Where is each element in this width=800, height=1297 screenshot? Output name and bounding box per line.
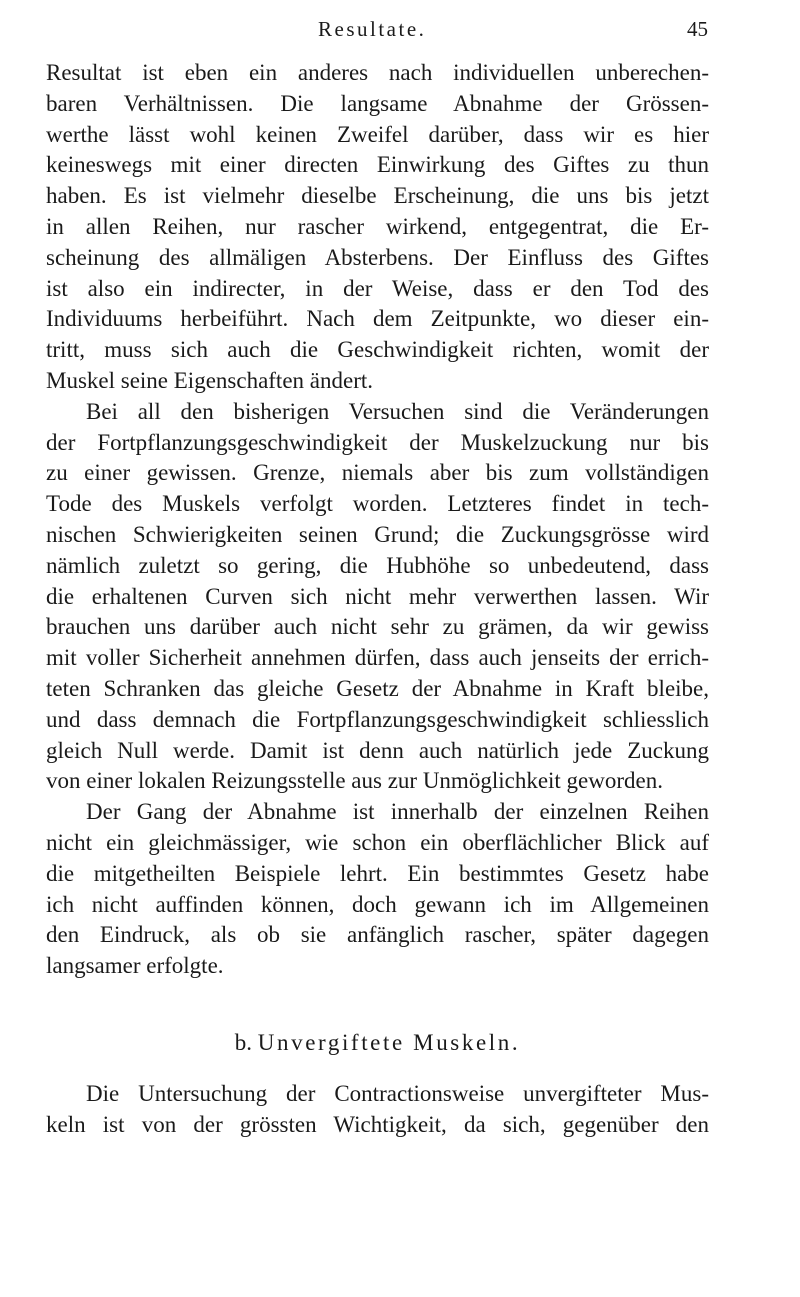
text-line: nicht ein gleichmässiger, wie schon ein oberflächlicher Blick auf <box>46 829 709 855</box>
text-line: mit voller Sicherheit annehmen dürfen, dass auch jenseits der errich- <box>46 645 709 671</box>
text-line: ist also ein indirecter, in der Weise, dass er den Tod des <box>46 275 709 301</box>
text-line: keln ist von der grössten Wichtigkeit, da sich, gegenüber den <box>46 1111 709 1137</box>
text-line: Muskel seine Eigenschaften ändert. <box>46 367 373 393</box>
text-line: brauchen uns darüber auch nicht sehr zu grämen, da wir gewiss <box>46 614 709 640</box>
section-title: Unvergiftete Muskeln. <box>257 1029 521 1055</box>
page-number: 45 <box>687 17 708 41</box>
text-line: werthe lässt wohl keinen Zweifel darüber, dass wir es hier <box>46 121 709 147</box>
text-line: Bei all den bisherigen Versuchen sind die Veränderungen <box>86 398 709 424</box>
paragraph-4 <box>46 1079 709 1141</box>
paragraph-3 <box>46 797 709 982</box>
running-head <box>0 14 800 44</box>
text-line: nämlich zuletzt so gering, die Hubhöhe so unbedeutend, dass <box>46 552 709 578</box>
text-line: den Eindruck, als ob sie anfänglich rascher, später dagegen <box>46 922 709 948</box>
text-line: nischen Schwierigkeiten seinen Grund; die Zuckungsgrösse wird <box>46 521 709 547</box>
text-line: die erhaltenen Curven sich nicht mehr verwerthen lassen. Wir <box>46 583 709 609</box>
text-line: Der Gang der Abnahme ist innerhalb der einzelnen Reihen <box>86 799 709 825</box>
text-line: teten Schranken das gleiche Gesetz der Abnahme in Kraft bleibe, <box>46 675 709 701</box>
text-line: Die Untersuchung der Contractionsweise unvergifteter Mus- <box>86 1080 709 1106</box>
text-line: baren Verhältnissen. Die langsame Abnahme der Grössen- <box>46 90 709 116</box>
text-line: keineswegs mit einer directen Einwirkung des Giftes zu thun <box>46 152 709 178</box>
section-heading <box>46 1028 709 1059</box>
text-line: zu einer gewissen. Grenze, niemals aber bis zum vollständigen <box>46 460 709 486</box>
text-line: tritt, muss sich auch die Geschwindigkeit richten, womit der <box>46 337 709 363</box>
section-label: b. <box>234 1029 253 1055</box>
text-line: gleich Null werde. Damit ist denn auch natürlich jede Zuckung <box>46 737 709 763</box>
text-line: langsamer erfolgte. <box>46 953 224 979</box>
text-line: die mitgetheilten Beispiele lehrt. Ein bestimmtes Gesetz habe <box>46 860 709 886</box>
text-line: haben. Es ist vielmehr dieselbe Erscheinung, die uns bis jetzt <box>46 183 709 209</box>
text-line: und dass demnach die Fortpflanzungsgeschwindigkeit schliesslich <box>46 706 709 732</box>
text-line: Individuums herbeiführt. Nach dem Zeitpunkte, wo dieser ein- <box>46 306 709 332</box>
text-line: von einer lokalen Reizungsstelle aus zur Unmöglichkeit geworden. <box>46 768 663 794</box>
paragraph-2 <box>46 397 709 797</box>
paragraph-1 <box>46 58 709 397</box>
text-line: ich nicht auffinden können, doch gewann ich im Allgemeinen <box>46 891 709 917</box>
text-line: in allen Reihen, nur rascher wirkend, entgegentrat, die Er- <box>46 213 709 239</box>
text-line: Tode des Muskels verfolgt worden. Letzteres findet in tech- <box>46 491 709 517</box>
body-text <box>46 58 709 1140</box>
running-title: Resultate. <box>318 17 427 41</box>
text-line: Resultat ist eben ein anderes nach individuellen unberechen- <box>46 60 709 85</box>
text-line: der Fortpflanzungsgeschwindigkeit der Muskelzuckung nur bis <box>46 429 709 455</box>
text-line: scheinung des allmäligen Absterbens. Der Einfluss des Giftes <box>46 244 709 270</box>
